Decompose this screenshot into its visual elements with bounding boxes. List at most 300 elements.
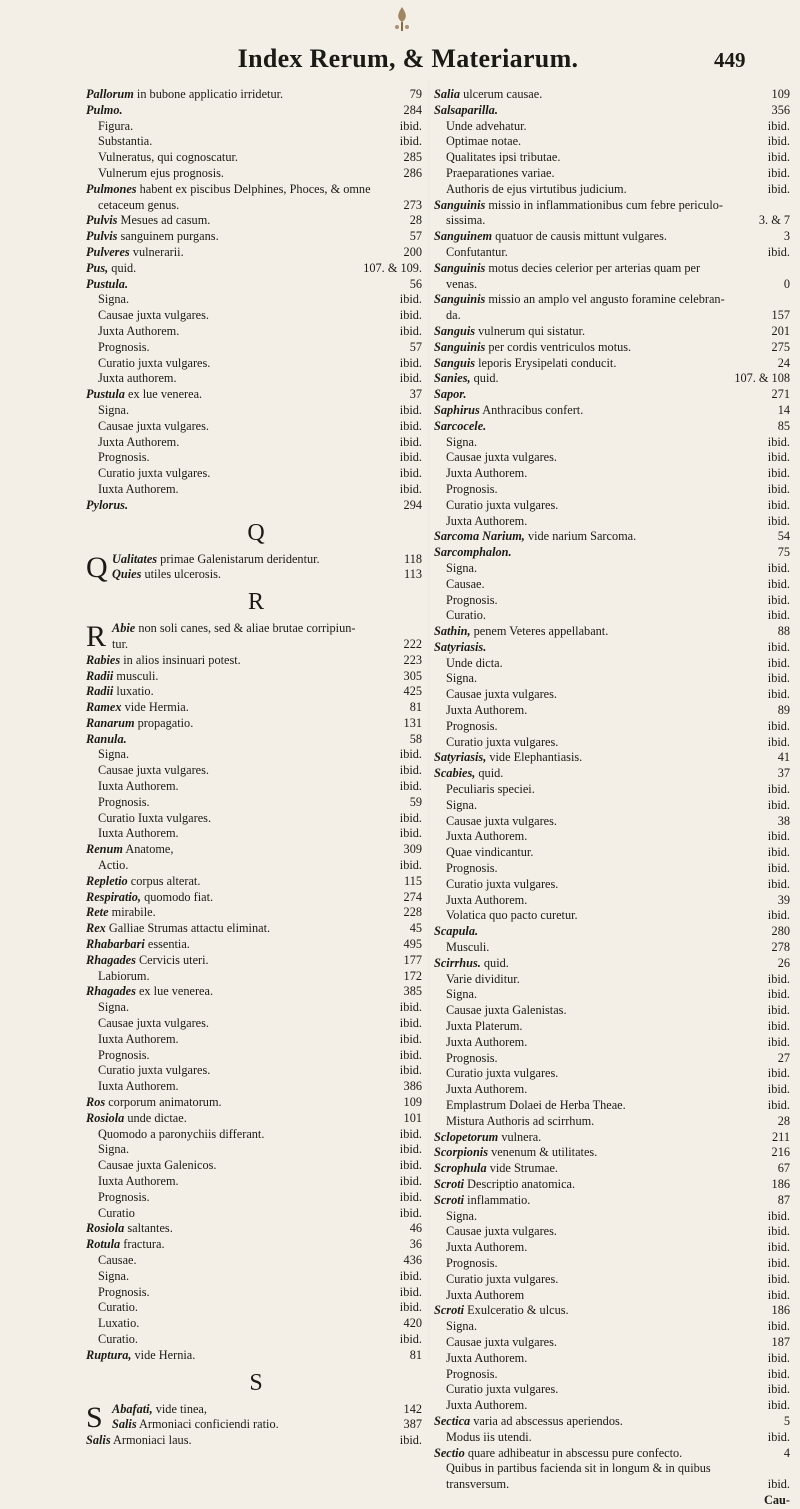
entry-page-ref: ibid. (399, 323, 422, 338)
entry-page-ref: 107. & 108 (734, 371, 790, 386)
index-entry (434, 324, 794, 340)
entry-page-ref: ibid. (767, 655, 790, 670)
catchword: Cau- (764, 1492, 790, 1507)
entry-text: Prognosis. (446, 861, 498, 876)
index-subentry (86, 1253, 426, 1269)
entry-headword: Sanies, (434, 371, 471, 386)
entry-text: Luxatio. (98, 1316, 140, 1331)
index-entry (86, 700, 426, 716)
entry-text: Iuxta Authorem. (98, 481, 179, 496)
entry-headword: Ruptura, (86, 1347, 132, 1362)
entry-page-ref: 56 (409, 276, 422, 291)
entry-headword: Scrophula (434, 1161, 487, 1176)
entry-text: Signa. (98, 1000, 130, 1015)
entry-text: Causae juxta vulgares. (446, 687, 557, 702)
entry-headword: Renum (86, 842, 123, 857)
entry-page-ref: ibid. (767, 608, 790, 623)
index-subentry (434, 861, 794, 877)
entry-text: Signa. (446, 1208, 478, 1223)
entry-page-ref: ibid. (767, 687, 790, 702)
entry-text: Descriptio anatomica. (467, 1176, 576, 1191)
index-entry (434, 229, 794, 245)
entry-text: Causae juxta vulgares. (446, 450, 557, 465)
entry-text: Signa. (446, 434, 478, 449)
entry-text: Emplastrum Dolaei de Herba Theae. (446, 1098, 626, 1112)
entry-page-ref: ibid. (767, 829, 790, 844)
entry-text: Unde dicta. (446, 655, 503, 670)
entry-text: Juxta Authorem. (98, 323, 180, 338)
entry-headword: Repletio (86, 873, 128, 888)
index-subentry (86, 969, 426, 985)
index-subentry (434, 687, 794, 703)
entry-page-ref: ibid. (767, 782, 790, 797)
entry-headword: Ros (86, 1095, 106, 1110)
entry-headword: Sanguinis (434, 339, 486, 354)
index-subentry (434, 134, 794, 150)
entry-text: Curatio juxta vulgares. (446, 497, 559, 512)
index-entry (86, 1221, 426, 1237)
index-subentry (86, 1269, 426, 1285)
index-subentry (434, 182, 794, 198)
entry-headword: Sanguis (434, 323, 476, 338)
entry-text: Signa. (98, 1268, 130, 1283)
entry-page-ref: ibid. (767, 450, 790, 465)
entry-text: Juxta Authorem. (446, 466, 528, 481)
entry-text: vide Hernia. (134, 1347, 196, 1362)
index-subentry (434, 482, 794, 498)
entry-text: vide Elephantiasis. (489, 750, 583, 765)
index-subentry (86, 308, 426, 324)
index-subentry (434, 1003, 794, 1019)
index-entry (434, 1446, 794, 1462)
entry-text: Juxta Authorem. (446, 1240, 528, 1255)
entry-headword: Pulvis (86, 229, 118, 244)
index-subentry (86, 795, 426, 811)
index-subentry (86, 1032, 426, 1048)
entry-headword: Ramex (86, 700, 122, 715)
entry-text: Armoniaci conficiendi ratio. (139, 1417, 279, 1432)
entry-page-ref: 420 (403, 1316, 422, 1331)
index-subentry (86, 403, 426, 419)
entry-text: Signa. (98, 747, 130, 762)
index-subentry (434, 150, 794, 166)
entry-page-ref: 280 (771, 924, 790, 939)
entry-page-ref: 386 (403, 1079, 422, 1094)
entry-text: Juxta authorem. (98, 371, 177, 386)
entry-page-ref: ibid. (767, 1208, 790, 1223)
entry-headword: Scabies, (434, 766, 476, 781)
entry-text: Prognosis. (98, 1284, 150, 1299)
entry-page-ref: ibid. (767, 861, 790, 876)
index-subentry (86, 1127, 426, 1143)
index-entry (86, 621, 426, 637)
index-subentry (434, 1288, 794, 1304)
index-entry (86, 245, 426, 261)
entry-headword: Quies (112, 567, 142, 582)
index-subentry (434, 245, 794, 261)
index-entry (434, 529, 794, 545)
entry-headword: Rete (86, 905, 109, 920)
entry-page-ref: ibid. (767, 434, 790, 449)
entry-page-ref: 201 (771, 323, 790, 338)
entry-text: quomodo fiat. (144, 889, 214, 904)
entry-page-ref: ibid. (399, 1174, 422, 1188)
entry-page-ref: ibid. (399, 810, 422, 825)
entry-page-ref: 54 (777, 529, 790, 544)
entry-page-ref: ibid. (767, 1003, 790, 1018)
entry-headword: Ualitates (112, 551, 158, 566)
entry-page-ref: ibid. (399, 371, 422, 386)
index-subentry (86, 356, 426, 372)
section-letter-s: S (249, 1369, 263, 1396)
entry-page-ref: ibid. (767, 845, 790, 860)
index-subentry (434, 829, 794, 845)
index-subentry (86, 292, 426, 308)
entry-page-ref: ibid. (399, 308, 422, 323)
entry-page-ref: ibid. (767, 1240, 790, 1255)
index-subentry (86, 482, 426, 498)
entry-headword: Sanguinis (434, 292, 486, 307)
entry-text: ex lue venerea. (138, 984, 214, 999)
entry-text: Causae juxta vulgares. (98, 308, 209, 323)
index-subentry (434, 798, 794, 814)
entry-page-ref: ibid. (767, 734, 790, 749)
index-subentry (86, 1316, 426, 1332)
entry-page-ref: ibid. (399, 1284, 422, 1299)
entry-text: Optimae notae. (446, 134, 522, 149)
index-subentry (86, 1206, 426, 1222)
entry-page-ref: 109 (771, 87, 790, 101)
entry-headword: Rabies (86, 652, 121, 667)
index-entry (434, 103, 794, 119)
entry-page-ref: ibid. (767, 134, 790, 149)
entry-headword: Pus, (86, 260, 109, 275)
entry-page-ref: 278 (771, 940, 790, 955)
entry-text: Vulnerum ejus prognosis. (98, 165, 224, 180)
index-subentry (434, 735, 794, 751)
entry-page-ref: ibid. (399, 1031, 422, 1046)
index-entry (434, 1145, 794, 1161)
entry-text: tur. (112, 636, 129, 651)
entry-text: Curatio juxta vulgares. (446, 1066, 559, 1081)
entry-page-ref: ibid. (767, 1255, 790, 1270)
index-subentry (86, 150, 426, 166)
entry-headword: Pallorum (86, 87, 134, 101)
entry-page-ref: ibid. (767, 971, 790, 986)
entry-page-ref: ibid. (767, 513, 790, 528)
entry-text: Actio. (98, 858, 129, 873)
entry-page-ref: ibid. (767, 1271, 790, 1286)
index-subentry (434, 561, 794, 577)
entry-page-ref: ibid. (399, 466, 422, 481)
entry-page-ref: 200 (403, 244, 422, 259)
entry-page-ref: 387 (403, 1417, 422, 1432)
entry-headword: Scirrhus. (434, 955, 481, 970)
entry-text: vide tinea, (155, 1401, 207, 1416)
index-entry (434, 1177, 794, 1193)
entry-page-ref: ibid. (767, 671, 790, 686)
entry-page-ref: 157 (771, 308, 790, 323)
entry-text: corporum animatorum. (108, 1095, 222, 1110)
index-entry (434, 640, 794, 656)
index-subentry (86, 1063, 426, 1079)
entry-headword: Pulvis (86, 213, 118, 228)
entry-text: musculi. (116, 668, 159, 683)
entry-text: Juxta Authorem (446, 1287, 525, 1302)
entry-headword: Rhagades (86, 952, 136, 967)
index-entry (434, 924, 794, 940)
entry-text: Signa. (446, 560, 478, 575)
entry-page-ref: 0 (783, 276, 790, 291)
entry-text: sissima. (446, 213, 486, 228)
index-subentry (434, 908, 794, 924)
entry-text: Prognosis. (446, 592, 498, 607)
entry-page-ref: 216 (771, 1145, 790, 1160)
index-subentry (434, 782, 794, 798)
entry-page-ref: ibid. (399, 1126, 422, 1141)
index-subentry (434, 987, 794, 1003)
entry-page-ref: 27 (777, 1050, 790, 1065)
entry-page-ref: ibid. (767, 718, 790, 733)
entry-page-ref: 109 (403, 1095, 422, 1110)
entry-page-ref: 58 (409, 731, 422, 746)
entry-page-ref: ibid. (399, 1063, 422, 1078)
entry-text: ex lue venerea. (128, 387, 203, 402)
entry-text: Qualitates ipsi tributae. (446, 150, 561, 165)
entry-text: Curatio juxta vulgares. (446, 876, 559, 891)
entry-headword: Sarcomphalon. (434, 545, 512, 560)
entry-text: Signa. (98, 292, 130, 307)
index-entry (86, 937, 426, 953)
entry-headword: Sarcocele. (434, 418, 487, 433)
entry-text: Causae juxta Galenistas. (446, 1003, 567, 1018)
index-subentry (434, 593, 794, 609)
entry-page-ref: 274 (403, 889, 422, 904)
entry-page-ref: 385 (403, 984, 422, 999)
index-block-r (86, 621, 426, 653)
index-entry (86, 984, 426, 1000)
entry-page-ref: ibid. (399, 858, 422, 873)
index-entry (86, 921, 426, 937)
index-entry (434, 340, 794, 356)
entry-text: Prognosis. (98, 1189, 150, 1204)
entry-text: Quibus in partibus facienda sit in longum & in quibus (446, 1461, 711, 1476)
entry-headword: Scroti (434, 1192, 465, 1207)
index-block-s-continued (434, 87, 794, 1493)
entry-page-ref: 4 (783, 1445, 790, 1460)
entry-text: varia ad abscessus aperiendos. (473, 1413, 623, 1428)
index-entry (434, 750, 794, 766)
entry-page-ref: 37 (409, 387, 422, 402)
entry-text: quid. (473, 371, 499, 386)
entry-text: sanguinem purgans. (120, 229, 219, 244)
entry-headword: Rhabarbari (86, 937, 145, 952)
entry-text: non soli canes, sed & aliae brutae corripiun- (138, 621, 356, 636)
entry-page-ref: ibid. (399, 418, 422, 433)
entry-page-ref: 37 (777, 766, 790, 781)
entry-headword: Respiratio, (86, 889, 141, 904)
entry-text: Armoniaci laus. (113, 1433, 192, 1448)
entry-text: venas. (446, 276, 478, 291)
entry-text: Prognosis. (446, 1366, 498, 1381)
entry-text: Causae juxta vulgares. (446, 1334, 557, 1349)
entry-text: missio an amplo vel angusto foramine celebran- (488, 292, 725, 307)
entry-text: da. (446, 308, 461, 323)
entry-headword: Saphirus (434, 402, 480, 417)
index-entry (86, 213, 426, 229)
index-entry (86, 1348, 426, 1364)
index-entry (86, 261, 426, 277)
entry-text: Iuxta Authorem. (98, 1031, 179, 1046)
index-entry (86, 1237, 426, 1253)
entry-headword: Abafati, (112, 1401, 153, 1416)
index-subentry (434, 1098, 794, 1114)
index-subentry (86, 340, 426, 356)
entry-headword: Pulmo. (86, 102, 123, 117)
entry-text: quid. (478, 766, 504, 781)
index-subentry (86, 811, 426, 827)
entry-headword: Rosiola (86, 1221, 125, 1236)
entry-text: Juxta Authorem. (446, 1082, 528, 1097)
entry-text: Labiorum. (98, 968, 150, 983)
entry-text: Causae juxta vulgares. (446, 813, 557, 828)
entry-headword: Pustula (86, 387, 125, 402)
entry-page-ref: 88 (777, 624, 790, 639)
entry-text: Prognosis. (446, 1050, 498, 1065)
gutter-shadow (428, 80, 430, 1360)
entry-text: Curatio juxta vulgares. (446, 1271, 559, 1286)
entry-text: Causae juxta vulgares. (98, 763, 209, 778)
entry-page-ref: 223 (403, 652, 422, 667)
entry-text: Signa. (446, 1319, 478, 1334)
entry-page-ref: 3. & 7 (758, 213, 790, 228)
entry-text: Substantia. (98, 134, 153, 149)
entry-page-ref: 26 (777, 955, 790, 970)
index-entry (434, 1193, 794, 1209)
index-block-r-entries (86, 653, 426, 1364)
entry-text: vulnera. (501, 1129, 542, 1144)
entry-page-ref: 186 (771, 1176, 790, 1191)
entry-text: Juxta Authorem. (446, 703, 528, 718)
entry-text: Iuxta Authorem. (98, 779, 179, 794)
index-subentry (434, 166, 794, 182)
entry-page-ref: 495 (403, 937, 422, 952)
catchword-line (434, 1493, 794, 1509)
entry-text: Juxta Platerum. (446, 1019, 523, 1034)
entry-text: ulcerum causae. (463, 87, 543, 101)
index-subentry (86, 1000, 426, 1016)
entry-page-ref: ibid. (767, 1382, 790, 1397)
entry-text: Confutantur. (446, 244, 508, 259)
entry-headword: Rosiola (86, 1110, 125, 1125)
entry-text: Peculiaris speciei. (446, 782, 535, 797)
index-subentry (86, 450, 426, 466)
index-subentry (434, 845, 794, 861)
entry-page-ref: 113 (404, 567, 422, 582)
entry-page-ref: 87 (777, 1192, 790, 1207)
entry-page-ref: ibid. (399, 1300, 422, 1315)
entry-page-ref: ibid. (399, 779, 422, 794)
entry-page-ref: 172 (403, 968, 422, 983)
entry-page-ref: ibid. (767, 1477, 790, 1492)
entry-text: in bubone applicatio irridetur. (136, 87, 284, 101)
entry-text: Juxta Authorem. (98, 434, 180, 449)
entry-text: Juxta Authorem. (446, 1350, 528, 1365)
index-subentry (434, 608, 794, 624)
entry-text: missio in inflammationibus cum febre periculo- (488, 197, 723, 212)
entry-page-ref: 275 (771, 339, 790, 354)
entry-text: saltantes. (127, 1221, 173, 1236)
index-entry (434, 545, 794, 561)
entry-page-ref: 85 (777, 418, 790, 433)
entry-page-ref: 228 (403, 905, 422, 920)
entry-text: Authoris de ejus virtutibus judicium. (446, 181, 627, 196)
entry-page-ref: ibid. (399, 826, 422, 841)
entry-page-ref: 41 (777, 750, 790, 765)
index-entry (434, 198, 794, 214)
entry-text: Volatica quo pacto curetur. (446, 908, 578, 923)
entry-page-ref: ibid. (767, 639, 790, 654)
entry-text: Causae juxta Galenicos. (98, 1158, 217, 1173)
index-subentry (86, 858, 426, 874)
entry-headword: Radii (86, 668, 114, 683)
entry-page-ref: ibid. (399, 1142, 422, 1157)
entry-text: motus decies celerior per arterias quam per (488, 260, 701, 275)
entry-page-ref: ibid. (767, 1366, 790, 1381)
entry-page-ref: 284 (403, 102, 422, 117)
entry-text: Causae. (98, 1252, 137, 1267)
entry-text: Signa. (98, 1142, 130, 1157)
index-subentry (434, 1461, 794, 1477)
index-entry (86, 552, 426, 568)
entry-page-ref: ibid. (399, 450, 422, 465)
entry-page-ref: 211 (772, 1129, 790, 1144)
entry-page-ref: 356 (771, 102, 790, 117)
index-subentry (434, 1209, 794, 1225)
entry-text: unde dictae. (127, 1110, 187, 1125)
entry-headword: Rhagades (86, 984, 136, 999)
entry-text: Unde advehatur. (446, 118, 527, 133)
entry-text: transversum. (446, 1477, 510, 1492)
index-subentry (434, 1066, 794, 1082)
index-subentry (434, 213, 794, 229)
entry-text: vide Hermia. (124, 700, 189, 715)
entry-page-ref: 81 (409, 1347, 422, 1362)
entry-page-ref: 59 (409, 794, 422, 809)
entry-text: Iuxta Authorem. (98, 1174, 179, 1188)
index-subentry (434, 671, 794, 687)
entry-page-ref: 305 (403, 668, 422, 683)
entry-text: Curatio. (98, 1331, 138, 1346)
index-subentry (434, 1224, 794, 1240)
entry-text: primae Galenistarum deridentur. (160, 551, 320, 566)
entry-page-ref: ibid. (767, 797, 790, 812)
entry-headword: Sanguinis (434, 260, 486, 275)
index-entry (86, 842, 426, 858)
index-entry (434, 766, 794, 782)
index-subentry (434, 1430, 794, 1446)
entry-page-ref: ibid. (767, 165, 790, 180)
index-subentry (86, 371, 426, 387)
fleuron-ornament-icon (387, 4, 417, 34)
index-entry (434, 292, 794, 308)
entry-page-ref: ibid. (767, 1429, 790, 1444)
entry-text: Quae vindicantur. (446, 845, 534, 860)
index-subentry (434, 450, 794, 466)
entry-page-ref: ibid. (767, 576, 790, 591)
entry-page-ref: 14 (777, 402, 790, 417)
index-subentry (434, 498, 794, 514)
